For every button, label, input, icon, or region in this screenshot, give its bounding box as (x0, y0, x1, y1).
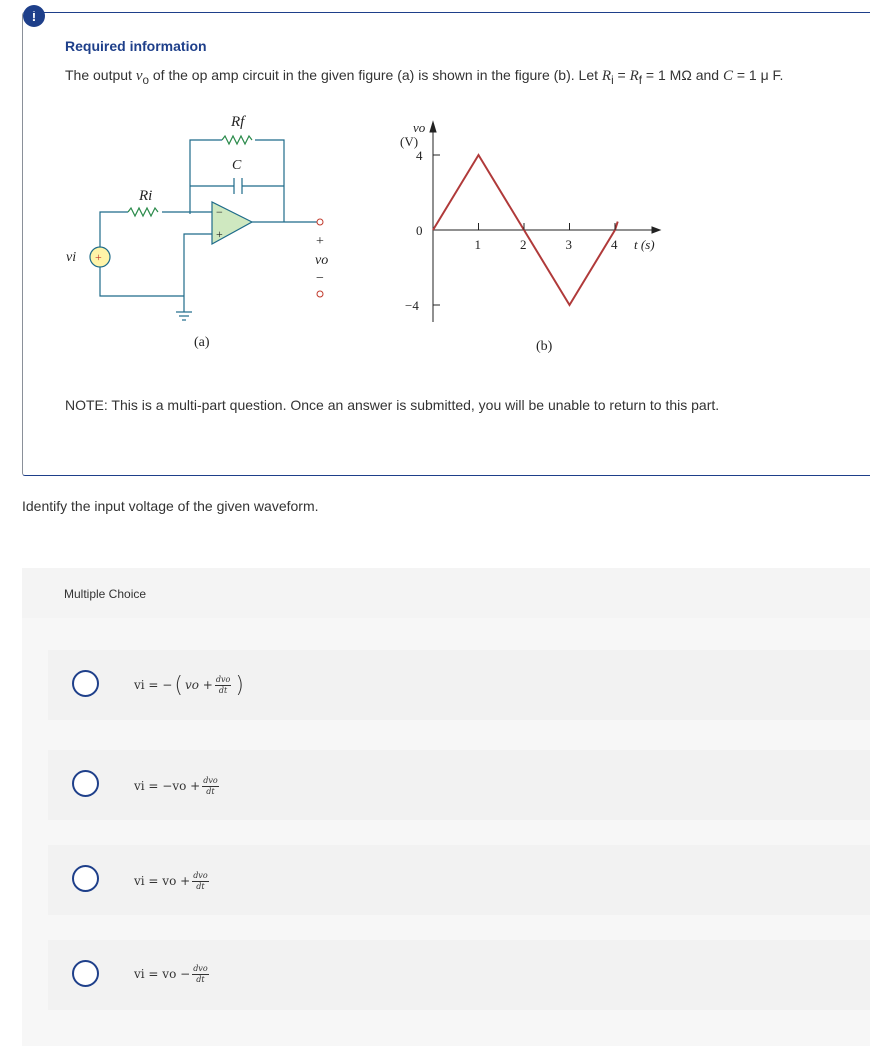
svg-text:+: + (316, 234, 324, 249)
vo-label: vo (315, 253, 329, 268)
option-2[interactable] (48, 750, 870, 820)
figure-b-caption: (b) (536, 339, 553, 354)
note-text: NOTE: This is a multi-part question. Once an answer is submitted, you will be unable to return to this part. (65, 397, 720, 413)
svg-text:−: − (216, 205, 223, 219)
x-tick-label: 4 (611, 237, 618, 252)
formula-option-3: vi = vo + $\frac{\text{dvo}}{dt}$ (134, 870, 208, 891)
radio-option-2[interactable] (72, 770, 99, 797)
alert-icon: ! (23, 5, 45, 27)
waveform-chart (380, 100, 680, 360)
y-tick-label: 0 (416, 223, 423, 238)
option-4[interactable] (48, 940, 870, 1010)
x-tick-label: 2 (520, 237, 527, 252)
y-axis-unit: (V) (400, 134, 419, 149)
option-1[interactable] (48, 650, 870, 720)
x-tick-label: 1 (474, 237, 481, 252)
y-tick-label: 4 (416, 148, 423, 163)
radio-option-3[interactable] (72, 865, 99, 892)
radio-option-4[interactable] (72, 960, 99, 987)
radio-option-1[interactable] (72, 670, 99, 697)
formula-option-4: vi = vo − $\frac{\text{dvo}}{dt}$ (134, 963, 208, 984)
multiple-choice-label: Multiple Choice (64, 587, 147, 601)
svg-text:+: + (95, 250, 102, 264)
svg-text:+: + (216, 227, 223, 241)
y-axis-label: vo (413, 120, 426, 135)
formula-option-1: vi = − ( vo + $\frac{\text{dvo}}{dt}$ ) (134, 672, 244, 698)
y-tick-label: −4 (405, 298, 419, 313)
rf-label: Rf (231, 114, 245, 130)
info-title: Required information (65, 38, 207, 54)
circuit-diagram (50, 100, 350, 360)
info-text: The output $v_o$ of the op amp circuit in the given figure (a) is shown in the figure (b). Let $R_i = R_f = 1$ MΩ and C = 1 μ F. (65, 67, 784, 87)
svg-text:−: − (316, 271, 324, 286)
option-3[interactable] (48, 845, 870, 915)
figure-a-caption: (a) (194, 335, 210, 350)
x-axis-label: t (s) (634, 237, 655, 252)
ri-label: Ri (139, 188, 153, 204)
x-tick-label: 3 (565, 237, 572, 252)
vi-label: vi (66, 250, 77, 265)
question-text: Identify the input voltage of the given waveform. (22, 498, 319, 514)
formula-option-2: vi = −vo + $\frac{\text{dvo}}{dt}$ (134, 775, 218, 796)
c-label: C (232, 158, 242, 173)
